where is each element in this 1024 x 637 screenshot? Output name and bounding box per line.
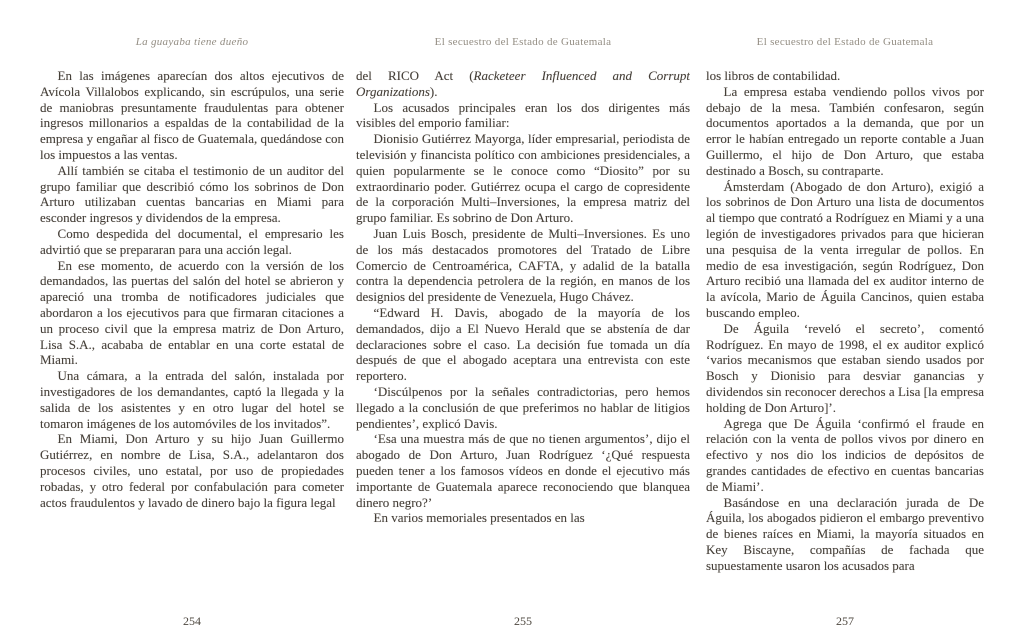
- page-body-right: [706, 68, 984, 607]
- paragraph: [706, 495, 984, 574]
- paragraph: [40, 226, 344, 258]
- paragraph: [356, 100, 690, 132]
- text-run: Allí también se citaba el testimonio de un auditor del grupo familiar que describió cómo los sobrinos de Don Arturo utilizaban cuentas bancarias en Miami para esconder ingresos y dividendos de la empresa.: [40, 162, 344, 226]
- page-body-middle: [356, 68, 690, 607]
- paragraph: [40, 258, 344, 369]
- page-number-middle: 255: [514, 614, 532, 628]
- text-run: En las imágenes aparecían dos altos ejecutivos de Avícola Villalobos explicando, sin escrúpulos, una serie de maniobras presuntamente fraudulentas para obtener ingresos millonarios a espaldas de la contabilidad de la empresa y engañar al fisco de Guatemala, quedándose con los impuestos a las ventas.: [40, 68, 344, 162]
- text-run: Una cámara, a la entrada del salón, instalada por investigadores de los demandantes, captó la llegada y la salida de los asistentes y en otro lugar del hotel se tomaron imágenes de los automóviles de los invitados”.: [40, 368, 344, 431]
- running-header-left: La guayaba tiene dueño: [135, 36, 249, 48]
- text-run: De Águila ‘reveló el secreto’, comentó Rodríguez. En mayo de 1998, el ex auditor explicó ‘varios mecanismos que estaban siendo usados por Bosch y Dionisio para desviar ganancias y dividendos sin reconocer derechos a Lisa [la empresa holding de Don Arturo]’.: [706, 320, 984, 415]
- page-number-left: 254: [183, 614, 201, 628]
- paragraph: [356, 510, 690, 526]
- paragraph: [40, 68, 344, 163]
- text-run: La empresa estaba vendiendo pollos vivos por debajo de la mesa. También confesaron, según documentos aportados a la demanda, que por un error le habían entregado un reporte contable a Juan Guillermo, el hijo de Don Arturo, que estaba destinado a Bosch, su contraparte.: [706, 83, 984, 178]
- text-run: Los acusados principales eran los dos dirigentes más visibles del emporio familiar:: [356, 99, 690, 131]
- paragraph: [356, 431, 690, 510]
- page-257: [706, 0, 984, 637]
- running-header-middle: El secuestro del Estado de Guatemala: [434, 36, 612, 48]
- text-run: “Edward H. Davis, abogado de la mayoría de los demandados, dijo a El Nuevo Herald que se abstenía de dar declaraciones sobre el caso. La decisión fue tomada un día después de que el abogado aceptara una entrevista con este reportero.: [356, 304, 690, 384]
- text-run: Basándose en una declaración jurada de De Águila, los abogados pidieron el embargo preventivo de bienes raíces en Miami, la mayoría situados en Key Biscayne, compañías de fachada que supuestamente usaron los acusados para: [706, 494, 984, 573]
- page-body-left: [40, 68, 344, 607]
- paragraph: [40, 368, 344, 431]
- paragraph: [356, 384, 690, 431]
- text-run: los libros de contabilidad.: [706, 68, 841, 83]
- text-run: ‘Discúlpenos por la señales contradictorias, pero hemos llegado a la conclusión de que preferimos no hablar de litigios pendientes’, explicó Davis.: [356, 383, 690, 431]
- paragraph: [40, 163, 344, 226]
- paragraph: [706, 321, 984, 416]
- page-254: [40, 0, 344, 637]
- paragraph: [356, 68, 690, 100]
- paragraph: [706, 68, 984, 84]
- paragraph: [706, 179, 984, 321]
- text-run: del RICO Act (: [356, 68, 474, 83]
- text-run: ‘Esa una muestra más de que no tienen argumentos’, dijo el abogado de Don Arturo, Juan Rodríguez ‘¿Qué respuesta pueden tener a los famosos vídeos en donde el ejecutivo más importante de Guatemala aparece reconociendo que blanquea dinero negro?’: [356, 431, 690, 510]
- text-run: En ese momento, de acuerdo con la versión de los demandados, las puertas del salón del hotel se abrieron y apareció una tromba de notificadores judiciales que abordaron a los ejecutivos para que firmaran citaciones a un proceso civil que la empresa matriz de Don Arturo, Lisa S.A., acababa de entablar en una corte estatal de Miami.: [40, 257, 344, 368]
- text-run: En varios memoriales presentados en las: [373, 510, 585, 526]
- paragraph: [356, 131, 690, 226]
- paragraph: [356, 305, 690, 384]
- text-run: Agrega que De Águila ‘confirmó el fraude en relación con la venta de pollos vivos por dinero en efectivo y nos dio los indicios de depósitos de grandes cantidades de efectivo en cuentas bancarias de Miami’.: [706, 415, 984, 494]
- text-run: Como despedida del documental, el empresario les advirtió que se prepararan para una acción legal.: [40, 225, 344, 257]
- page-number-right: 257: [836, 614, 854, 628]
- text-run: Dionisio Gutiérrez Mayorga, líder empresarial, periodista de televisión y financista político con ambiciones presidenciales, a quien popularmente se le conoce como “Diosito” por su extraordinario poder. Gutiérrez ocupa el cargo de copresidente de la corporación Multi–Inversiones, la empresa matriz del grupo familiar. Es sobrino de Don Arturo.: [356, 131, 690, 226]
- running-header-right: El secuestro del Estado de Guatemala: [756, 36, 934, 48]
- paragraph: [706, 416, 984, 495]
- text-run: Ámsterdam (Abogado de don Arturo), exigió a los sobrinos de Don Arturo una lista de documentos al tiempo que contrató a Rodríguez en Miami y a una legión de investigadores privados para que hicieran una pesquisa de la venta irregular de pollos. En medio de esa investigación, según Rodríguez, Don Arturo recibió una llamada del ex auditor interno de la avícola, Mario de Águila Cancinos, quien estaba buscando empleo.: [706, 178, 984, 320]
- paragraph: [40, 431, 344, 510]
- paragraph: [356, 226, 690, 305]
- paragraph: [706, 84, 984, 179]
- italic-text-run: Racketeer Influenced and Corrupt Organizations: [356, 68, 690, 99]
- text-run: Juan Luis Bosch, presidente de Multi–Inversiones. Es uno de los más destacados promotores del Tratado de Libre Comercio de Centroamérica, CAFTA, y adalid de la batalla contra la dependencia petrolera de la región, en manos de los designios del presidente de Venezuela, Hugo Chávez.: [356, 225, 690, 305]
- text-run: En Miami, Don Arturo y su hijo Juan Guillermo Gutiérrez, en nombre de Lisa, S.A., adelantaron dos procesos civiles, uno estatal, por uso de propiedades robadas, y otro federal por confabulación para cometer actos fraudulentos y lavado de dinero bajo la figura legal: [40, 431, 344, 510]
- text-run: ).: [429, 83, 438, 99]
- page-255: [356, 0, 690, 637]
